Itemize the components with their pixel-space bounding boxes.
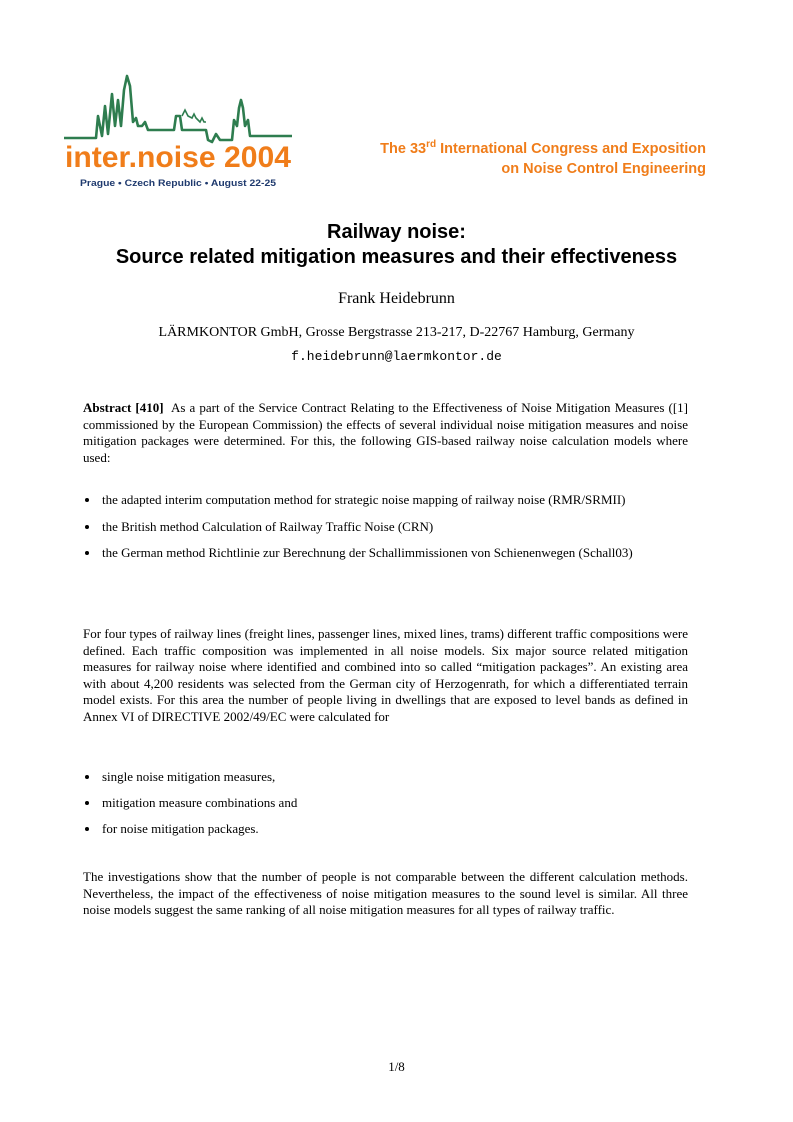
- list-item: the adapted interim computation method for strategic noise mapping of railway noise (RMR/SRMII): [83, 492, 688, 509]
- logo-tagline: Prague • Czech Republic • August 22-25: [80, 178, 277, 189]
- title-line-2: Source related mitigation measures and their effectiveness: [115, 246, 678, 268]
- prague-skyline-icon: [62, 70, 294, 192]
- calculation-list: [83, 769, 688, 838]
- congress-heading: [380, 140, 706, 179]
- model-list: [83, 492, 688, 562]
- congress-line-1: The 33rd International Congress and Exposition: [380, 139, 706, 157]
- body-paragraph-3: The investigations show that the number of people is not comparable between the different calculation methods. Nevertheless, the impact of the effectiveness of noise mitigation measures to the sound level is similar. All three noise models suggest the same ranking of all noise mitigation measures for all types of railway traffic.: [83, 869, 688, 917]
- abstract-label: Abstract [410]: [83, 400, 164, 415]
- author-affiliation: LÄRMKONTOR GmbH, Grosse Bergstrasse 213-217, D-22767 Hamburg, Germany: [158, 325, 635, 340]
- title-line-1: Railway noise:: [327, 221, 466, 243]
- list-item: mitigation measure combinations and: [83, 795, 688, 812]
- author-email: f.heidebrunn@laermkontor.de: [291, 349, 502, 364]
- logo-wordmark: inter.noise 2004: [65, 141, 292, 174]
- abstract-text: As a part of the Service Contract Relating to the Effectiveness of Noise Mitigation Measures ([1] commissioned by the European Commission) the effects of several individual noise mitigation measures and noise mitigation packages were determined. For this, the following GIS-based railway noise calculation models where used:: [83, 400, 688, 465]
- list-item: single noise mitigation measures,: [83, 769, 688, 786]
- body-paragraph-2: For four types of railway lines (freight lines, passenger lines, mixed lines, trams) different traffic compositions were defined. Each traffic composition was implemented in all noise models. Six major source related mitigation measures for railway noise where identified and combined into so called “mitigation packages”. An existing area with about 4,200 residents was selected from the German city of Herzogenrath, for which a differentiated terrain model exists. For this area the number of people living in dwellings that are exposed to level bands as defined in Annex VI of DIRECTIVE 2002/49/EC were calculated for: [83, 626, 688, 724]
- congress-line-2: on Noise Control Engineering: [501, 161, 706, 177]
- paper-title: [0, 220, 793, 270]
- page-number: 1/8: [388, 1059, 405, 1074]
- list-item: the German method Richtlinie zur Berechnung der Schallimmissionen von Schienenwegen (Schall03): [83, 545, 688, 562]
- conference-logo: [62, 70, 294, 192]
- list-item: the British method Calculation of Railway Traffic Noise (CRN): [83, 519, 688, 536]
- abstract-paragraph: [83, 400, 688, 466]
- author-name: Frank Heidebrunn: [338, 290, 455, 307]
- list-item: for noise mitigation packages.: [83, 821, 688, 838]
